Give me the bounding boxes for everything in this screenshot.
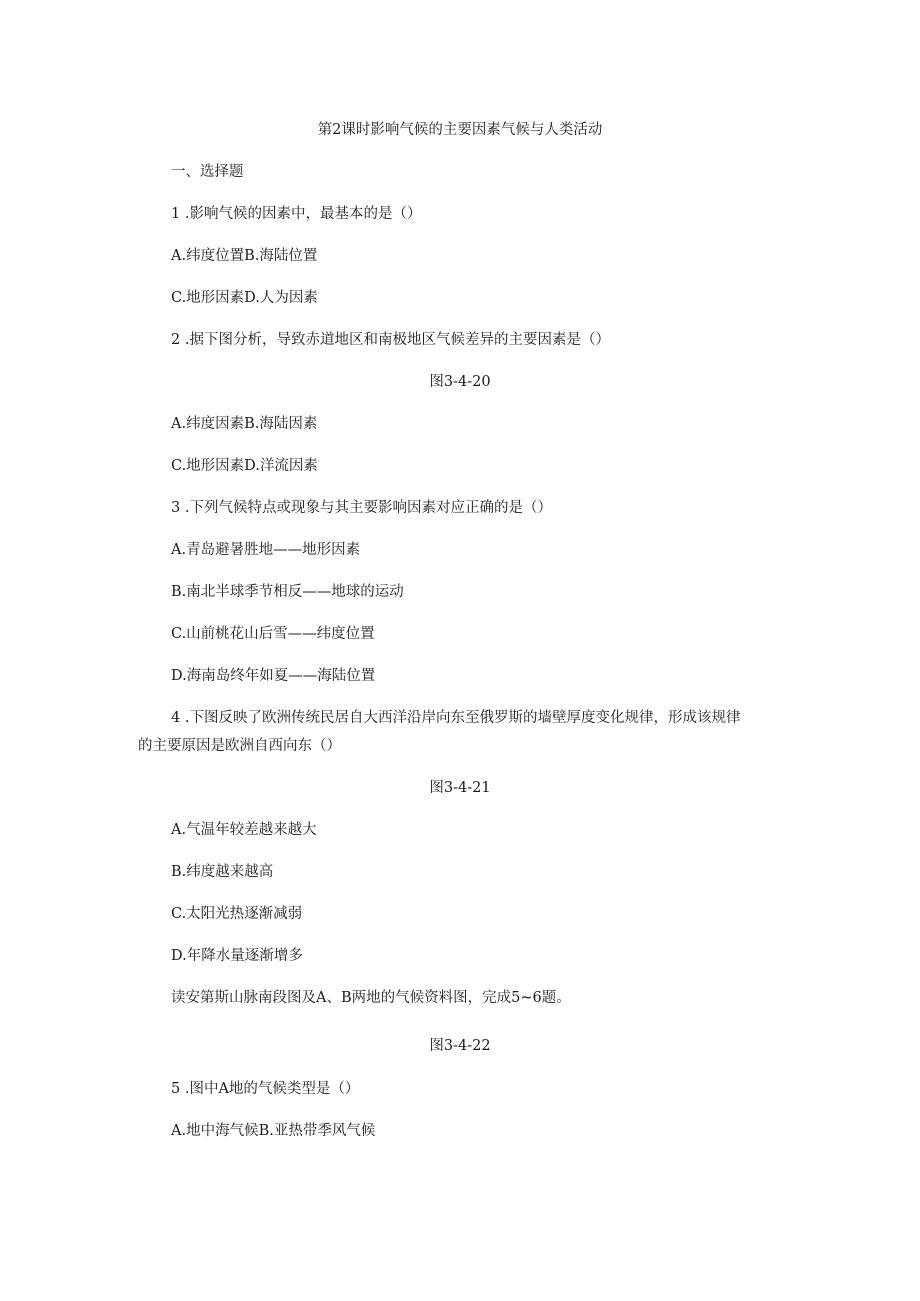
section-heading: 一、选择题 bbox=[171, 164, 244, 180]
question-2-stem: 2 .据下图分析，导致赤道地区和南极地区气候差异的主要因素是（） bbox=[171, 332, 610, 348]
question-1-options-cd: C.地形因素D.人为因素 bbox=[171, 290, 318, 306]
question-4-option-a: A.气温年较差越来越大 bbox=[171, 822, 317, 838]
question-4-option-d: D.年降水量逐渐增多 bbox=[171, 948, 303, 964]
figure-caption-3-4-22: 图3-4-22 bbox=[429, 1038, 491, 1054]
question-5-stem: 5 .图中A地的气候类型是（） bbox=[171, 1081, 360, 1097]
question-3-option-c: C.山前桃花山后雪——纬度位置 bbox=[171, 626, 375, 642]
reading-intro: 读安第斯山脉南段图及A、B两地的气候资料图，完成5~6题。 bbox=[171, 990, 571, 1006]
question-3-option-a: A.青岛避暑胜地——地形因素 bbox=[171, 542, 361, 558]
question-2-options-cd: C.地形因素D.洋流因素 bbox=[171, 458, 318, 474]
question-2-options-ab: A.纬度因素B.海陆因素 bbox=[171, 416, 318, 432]
question-3-option-d: D.海南岛终年如夏——海陆位置 bbox=[171, 668, 376, 684]
question-4-stem-line-2: 的主要原因是欧洲自西向东（） bbox=[138, 738, 341, 754]
figure-caption-3-4-21: 图3-4-21 bbox=[429, 780, 491, 796]
question-1-options-ab: A.纬度位置B.海陆位置 bbox=[171, 248, 318, 264]
question-3-option-b: B.南北半球季节相反——地球的运动 bbox=[171, 584, 404, 600]
figure-caption-3-4-20: 图3-4-20 bbox=[429, 374, 491, 390]
question-4-option-b: B.纬度越来越高 bbox=[171, 864, 274, 880]
question-4-stem-line-1: 4 .下图反映了欧洲传统民居自大西洋沿岸向东至俄罗斯的墙壁厚度变化规律，形成该规律 bbox=[171, 710, 741, 726]
question-5-options-ab: A.地中海气候B.亚热带季风气候 bbox=[171, 1123, 376, 1139]
question-4-option-c: C.太阳光热逐渐减弱 bbox=[171, 906, 303, 922]
question-1-stem: 1 .影响气候的因素中，最基本的是（） bbox=[171, 206, 422, 222]
question-3-stem: 3 .下列气候特点或现象与其主要影响因素对应正确的是（） bbox=[171, 500, 552, 516]
page-title: 第2课时影响气候的主要因素气候与人类活动 bbox=[317, 122, 603, 138]
